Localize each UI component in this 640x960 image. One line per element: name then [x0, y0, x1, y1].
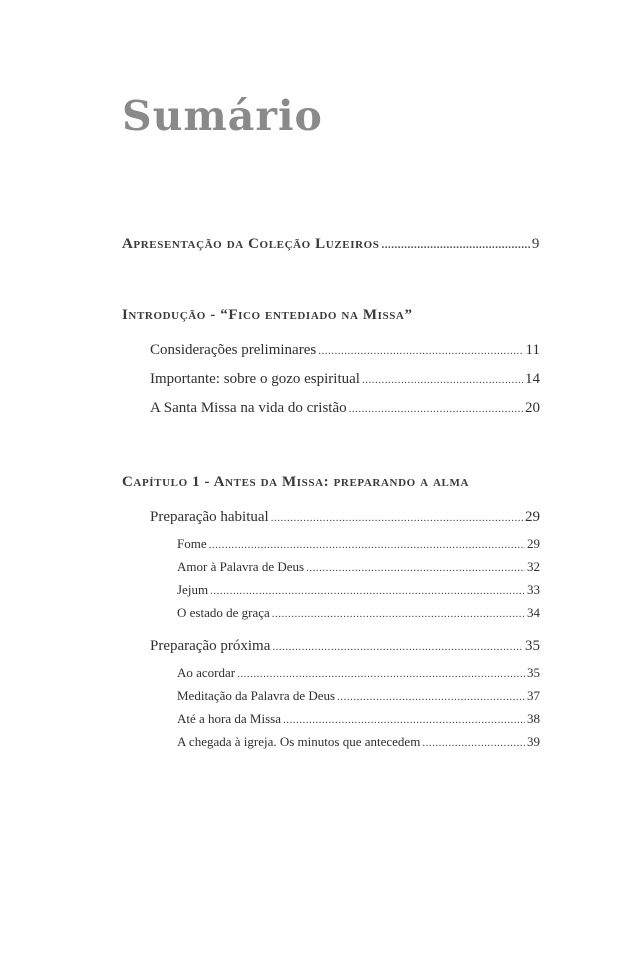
- leader-dots: [210, 586, 525, 597]
- toc-entry-label: Amor à Palavra de Deus: [177, 559, 305, 574]
- toc-entry-meditacao[interactable]: [177, 688, 540, 704]
- toc-entry-label: Importante: sobre o gozo espiritual: [150, 371, 360, 387]
- toc-entry-apresentacao[interactable]: [122, 236, 540, 253]
- toc-entry-label: Considerações preliminares: [150, 342, 317, 358]
- toc-entry-page: 20: [525, 400, 540, 416]
- toc-entry-page: 34: [527, 605, 540, 620]
- toc-entry-label: A Santa Missa na vida do cristão: [150, 400, 347, 416]
- leader-dots: [209, 540, 525, 551]
- toc-entry-page: 29: [527, 536, 540, 551]
- leader-dots: [362, 375, 523, 386]
- toc-entry-page: 35: [525, 638, 540, 654]
- toc-heading-capitulo-1[interactable]: [122, 474, 469, 491]
- toc-entry-page: 37: [527, 688, 540, 703]
- toc-entry-label: Até a hora da Missa: [177, 711, 281, 726]
- leader-dots: [349, 404, 523, 415]
- toc-entry-page: 33: [527, 582, 540, 597]
- toc-entry-preparacao-habitual[interactable]: [150, 509, 540, 526]
- toc-entry-estado-graca[interactable]: [177, 605, 540, 621]
- leader-dots: [318, 346, 523, 357]
- leader-dots: [272, 609, 525, 620]
- leader-dots: [382, 240, 530, 251]
- toc-entry-chegada-igreja[interactable]: [177, 734, 540, 750]
- toc-entry-page: 29: [525, 509, 540, 525]
- page-title: Sumário: [122, 92, 323, 140]
- toc-entry-label: Fome: [177, 536, 207, 551]
- toc-entry-jejum[interactable]: [177, 582, 540, 598]
- leader-dots: [422, 738, 525, 749]
- leader-dots: [272, 642, 523, 653]
- toc-entry-label: Apresentação da Coleção Luzeiros: [122, 236, 380, 252]
- toc-entry-ao-acordar[interactable]: [177, 665, 540, 681]
- toc-entry-page: 11: [525, 342, 540, 358]
- toc-entry-label: Meditação da Palavra de Deus: [177, 688, 336, 703]
- toc-entry-consideracoes[interactable]: [150, 342, 540, 359]
- toc-entry-page: 38: [527, 711, 540, 726]
- toc-entry-label: Jejum: [177, 582, 209, 597]
- toc-heading-label: Introdução - “Fico entediado na Missa”: [122, 307, 413, 323]
- leader-dots: [283, 715, 525, 726]
- leader-dots: [237, 669, 525, 680]
- toc-entry-page: 9: [531, 236, 540, 252]
- toc-entry-page: 14: [525, 371, 540, 387]
- toc-heading-label: Capítulo 1 - Antes da Missa: preparando a alma: [122, 474, 470, 490]
- toc-heading-introducao[interactable]: [122, 307, 413, 324]
- toc-entry-label: Preparação próxima: [150, 638, 271, 654]
- toc-entry-santa-missa[interactable]: [150, 400, 540, 417]
- toc-entry-label: Preparação habitual: [150, 509, 269, 525]
- toc-entry-preparacao-proxima[interactable]: [150, 638, 540, 655]
- toc-entry-page: 39: [527, 734, 540, 749]
- leader-dots: [337, 692, 525, 703]
- toc-entry-label: A chegada à igreja. Os minutos que antecedem: [177, 734, 421, 749]
- toc-entry-page: 32: [527, 559, 540, 574]
- toc-entry-gozo-espiritual[interactable]: [150, 371, 540, 388]
- toc-entry-page: 35: [527, 665, 540, 680]
- toc-entry-fome[interactable]: [177, 536, 540, 552]
- toc-entry-label: O estado de graça: [177, 605, 270, 620]
- toc-entry-ate-hora-missa[interactable]: [177, 711, 540, 727]
- toc-entry-label: Ao acordar: [177, 665, 236, 680]
- toc-entry-amor-palavra[interactable]: [177, 559, 540, 575]
- leader-dots: [271, 513, 523, 524]
- leader-dots: [306, 563, 525, 574]
